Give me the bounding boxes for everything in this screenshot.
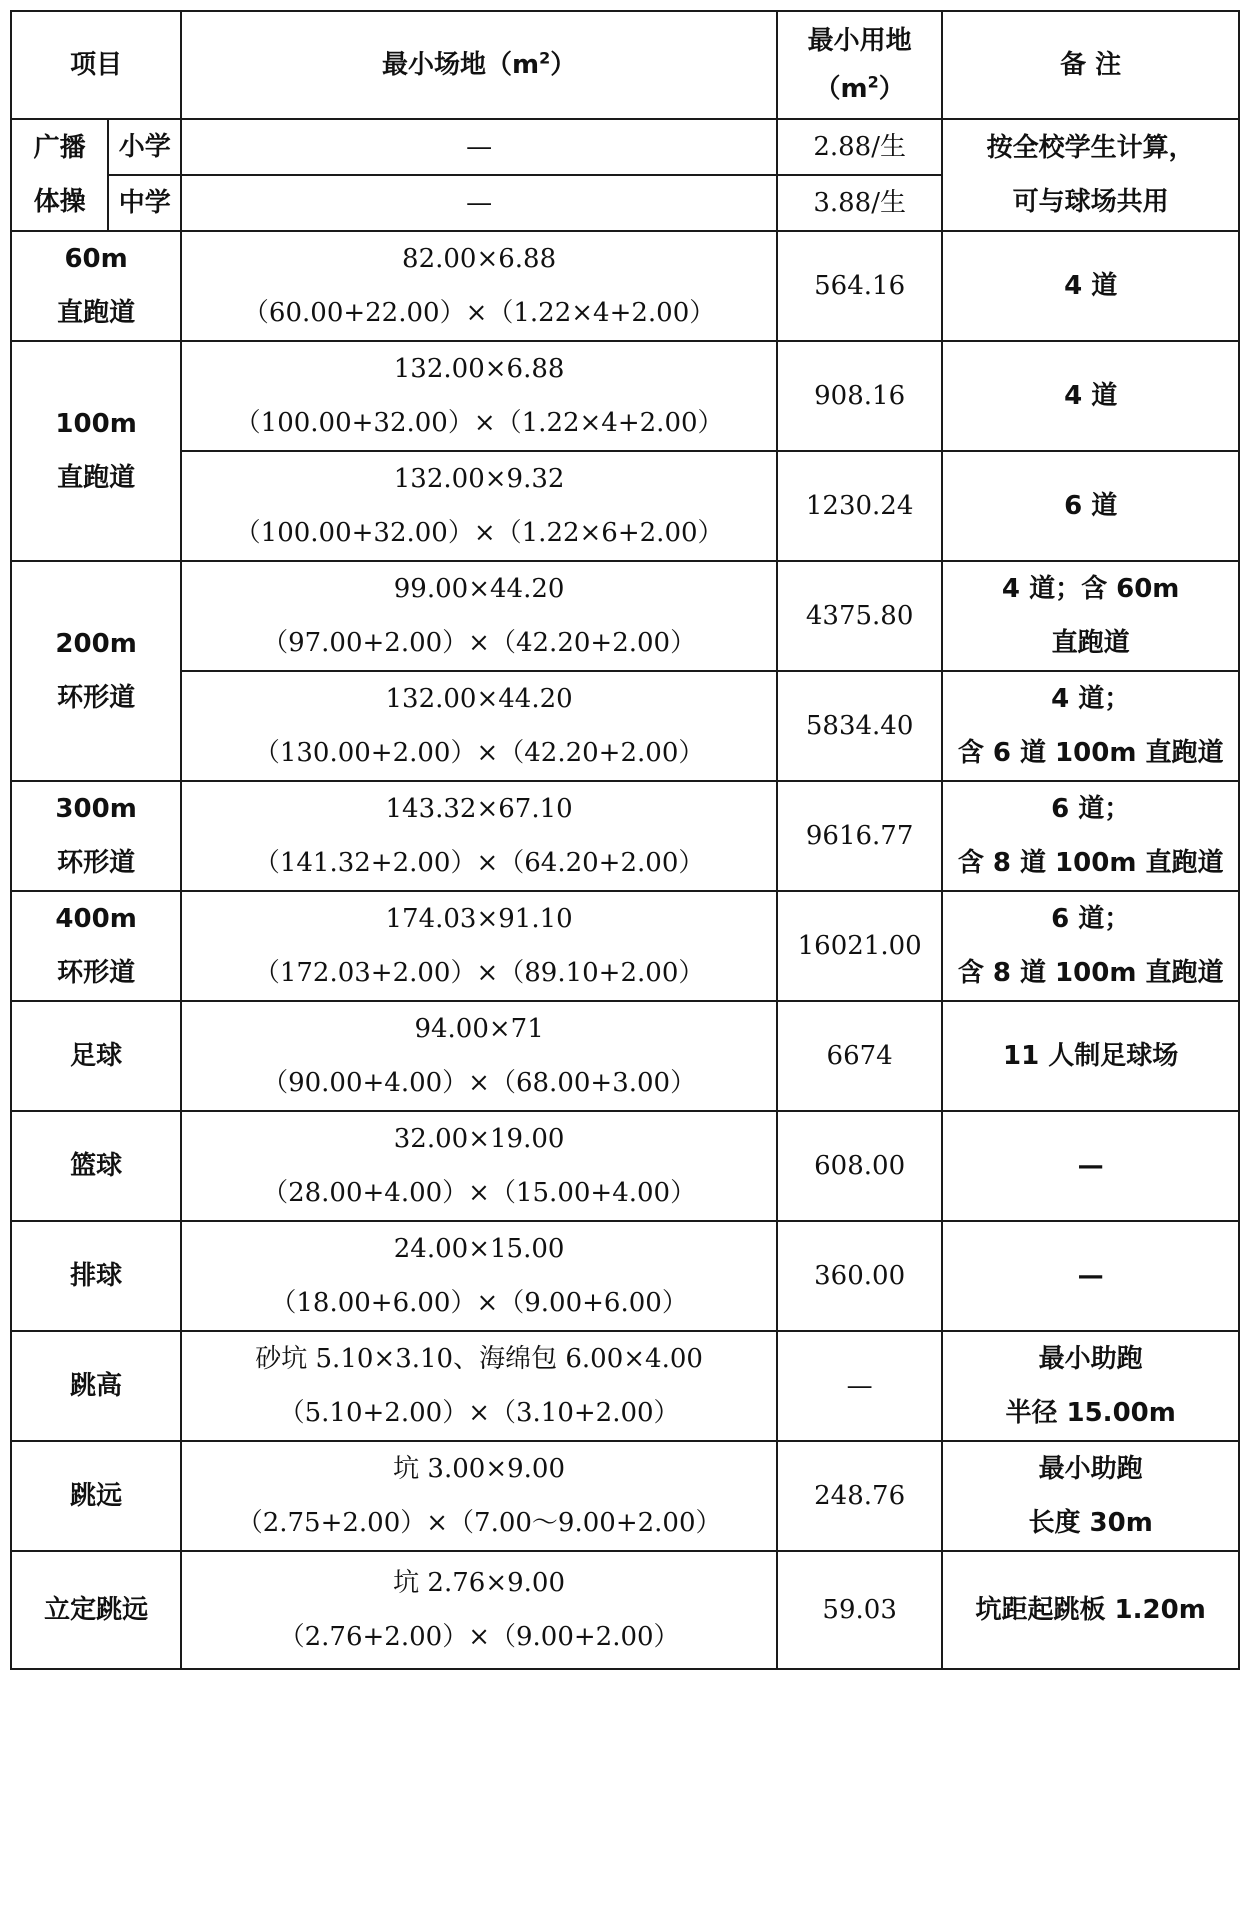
table-cell: 24.00×15.00 （18.00+6.00）×（9.00+6.00） — [181, 1221, 777, 1331]
header-min-site: 最小场地$(m^2)$ — [181, 11, 777, 119]
table-row — [11, 1111, 1239, 1221]
table-row — [11, 671, 1239, 781]
track-400-label: 400m 环形道 — [11, 891, 181, 1001]
table-row — [11, 451, 1239, 561]
table-row — [11, 781, 1239, 891]
table-cell: 82.00×6.88 （60.00+22.00）×（1.22×4+2.00） — [181, 231, 777, 341]
table-cell: 按全校学生计算， 可与球场共用 — [942, 119, 1239, 231]
table-cell: 4 道； 含 6 道 100m 直跑道 — [942, 671, 1239, 781]
table-row — [11, 231, 1239, 341]
table-row — [11, 1441, 1239, 1551]
sprint-100-label: 100m 直跑道 — [11, 341, 181, 561]
table-cell: 16021.00 — [777, 891, 942, 1001]
table-row — [11, 1001, 1239, 1111]
table-cell: 6 道； 含 8 道 100m 直跑道 — [942, 781, 1239, 891]
table-cell: 6 道； 含 8 道 100m 直跑道 — [942, 891, 1239, 1001]
table-cell: 564.16 — [777, 231, 942, 341]
table-cell: 59.03 — [777, 1551, 942, 1669]
table-row — [11, 119, 1239, 175]
table-cell: 6674 — [777, 1001, 942, 1111]
table-row — [11, 891, 1239, 1001]
table-cell: 143.32×67.10 （141.32+2.00）×（64.20+2.00） — [181, 781, 777, 891]
table-cell: 3.88/生 — [777, 175, 942, 231]
table-header-row — [11, 11, 1239, 119]
table-cell: 132.00×9.32 （100.00+32.00）×（1.22×6+2.00） — [181, 451, 777, 561]
table-cell: 94.00×71 （90.00+4.00）×（68.00+3.00） — [181, 1001, 777, 1111]
high-jump-label: 跳高 — [11, 1331, 181, 1441]
table-cell: 最小助跑 长度 30m — [942, 1441, 1239, 1551]
header-remarks: 备 注 — [942, 11, 1239, 119]
table-cell: 174.03×91.10 （172.03+2.00）×（89.10+2.00） — [181, 891, 777, 1001]
table-cell: 4 道 — [942, 231, 1239, 341]
table-cell: 99.00×44.20 （97.00+2.00）×（42.20+2.00） — [181, 561, 777, 671]
table-cell: — — [942, 1111, 1239, 1221]
table-cell: 132.00×44.20 （130.00+2.00）×（42.20+2.00） — [181, 671, 777, 781]
middle-school-label: 中学 — [108, 175, 181, 231]
sprint-60-label: 60m 直跑道 — [11, 231, 181, 341]
table-cell: 最小助跑 半径 15.00m — [942, 1331, 1239, 1441]
table-cell: 2.88/生 — [777, 119, 942, 175]
table-cell: — — [777, 1331, 942, 1441]
football-label: 足球 — [11, 1001, 181, 1111]
standing-jump-label: 立定跳远 — [11, 1551, 181, 1669]
table-row — [11, 341, 1239, 451]
table-cell: 坑 3.00×9.00 （2.75+2.00）×（7.00～9.00+2.00） — [181, 1441, 777, 1551]
header-min-land: 最小用地 $(m^2)$ — [777, 11, 942, 119]
table-cell: 4 道；含 60m 直跑道 — [942, 561, 1239, 671]
table-cell: 248.76 — [777, 1441, 942, 1551]
table-cell: 砂坑 5.10×3.10、海绵包 6.00×4.00 （5.10+2.00）×（3.10+2.00） — [181, 1331, 777, 1441]
table-cell: — — [181, 175, 777, 231]
table-cell: 4 道 — [942, 341, 1239, 451]
primary-school-label: 小学 — [108, 119, 181, 175]
table-cell: 908.16 — [777, 341, 942, 451]
table-cell: 1230.24 — [777, 451, 942, 561]
sports-site-table — [10, 10, 1240, 1670]
table-cell: 坑距起跳板 1.20m — [942, 1551, 1239, 1669]
broadcast-exercise-label: 广播 体操 — [11, 119, 108, 231]
volleyball-label: 排球 — [11, 1221, 181, 1331]
table-cell: 5834.40 — [777, 671, 942, 781]
table-cell: 360.00 — [777, 1221, 942, 1331]
table-cell: 9616.77 — [777, 781, 942, 891]
table-cell: 坑 2.76×9.00 （2.76+2.00）×（9.00+2.00） — [181, 1551, 777, 1669]
table-cell: 6 道 — [942, 451, 1239, 561]
table-row — [11, 561, 1239, 671]
table-cell: 132.00×6.88 （100.00+32.00）×（1.22×4+2.00） — [181, 341, 777, 451]
basketball-label: 篮球 — [11, 1111, 181, 1221]
table-row — [11, 1551, 1239, 1669]
header-item: 项目 — [11, 11, 181, 119]
long-jump-label: 跳远 — [11, 1441, 181, 1551]
table-row — [11, 1221, 1239, 1331]
track-300-label: 300m 环形道 — [11, 781, 181, 891]
table-cell: 608.00 — [777, 1111, 942, 1221]
table-cell: 32.00×19.00 （28.00+4.00）×（15.00+4.00） — [181, 1111, 777, 1221]
table-cell: 4375.80 — [777, 561, 942, 671]
table-cell: — — [942, 1221, 1239, 1331]
table-cell: — — [181, 119, 777, 175]
table-row — [11, 1331, 1239, 1441]
track-200-label: 200m 环形道 — [11, 561, 181, 781]
table-cell: 11 人制足球场 — [942, 1001, 1239, 1111]
